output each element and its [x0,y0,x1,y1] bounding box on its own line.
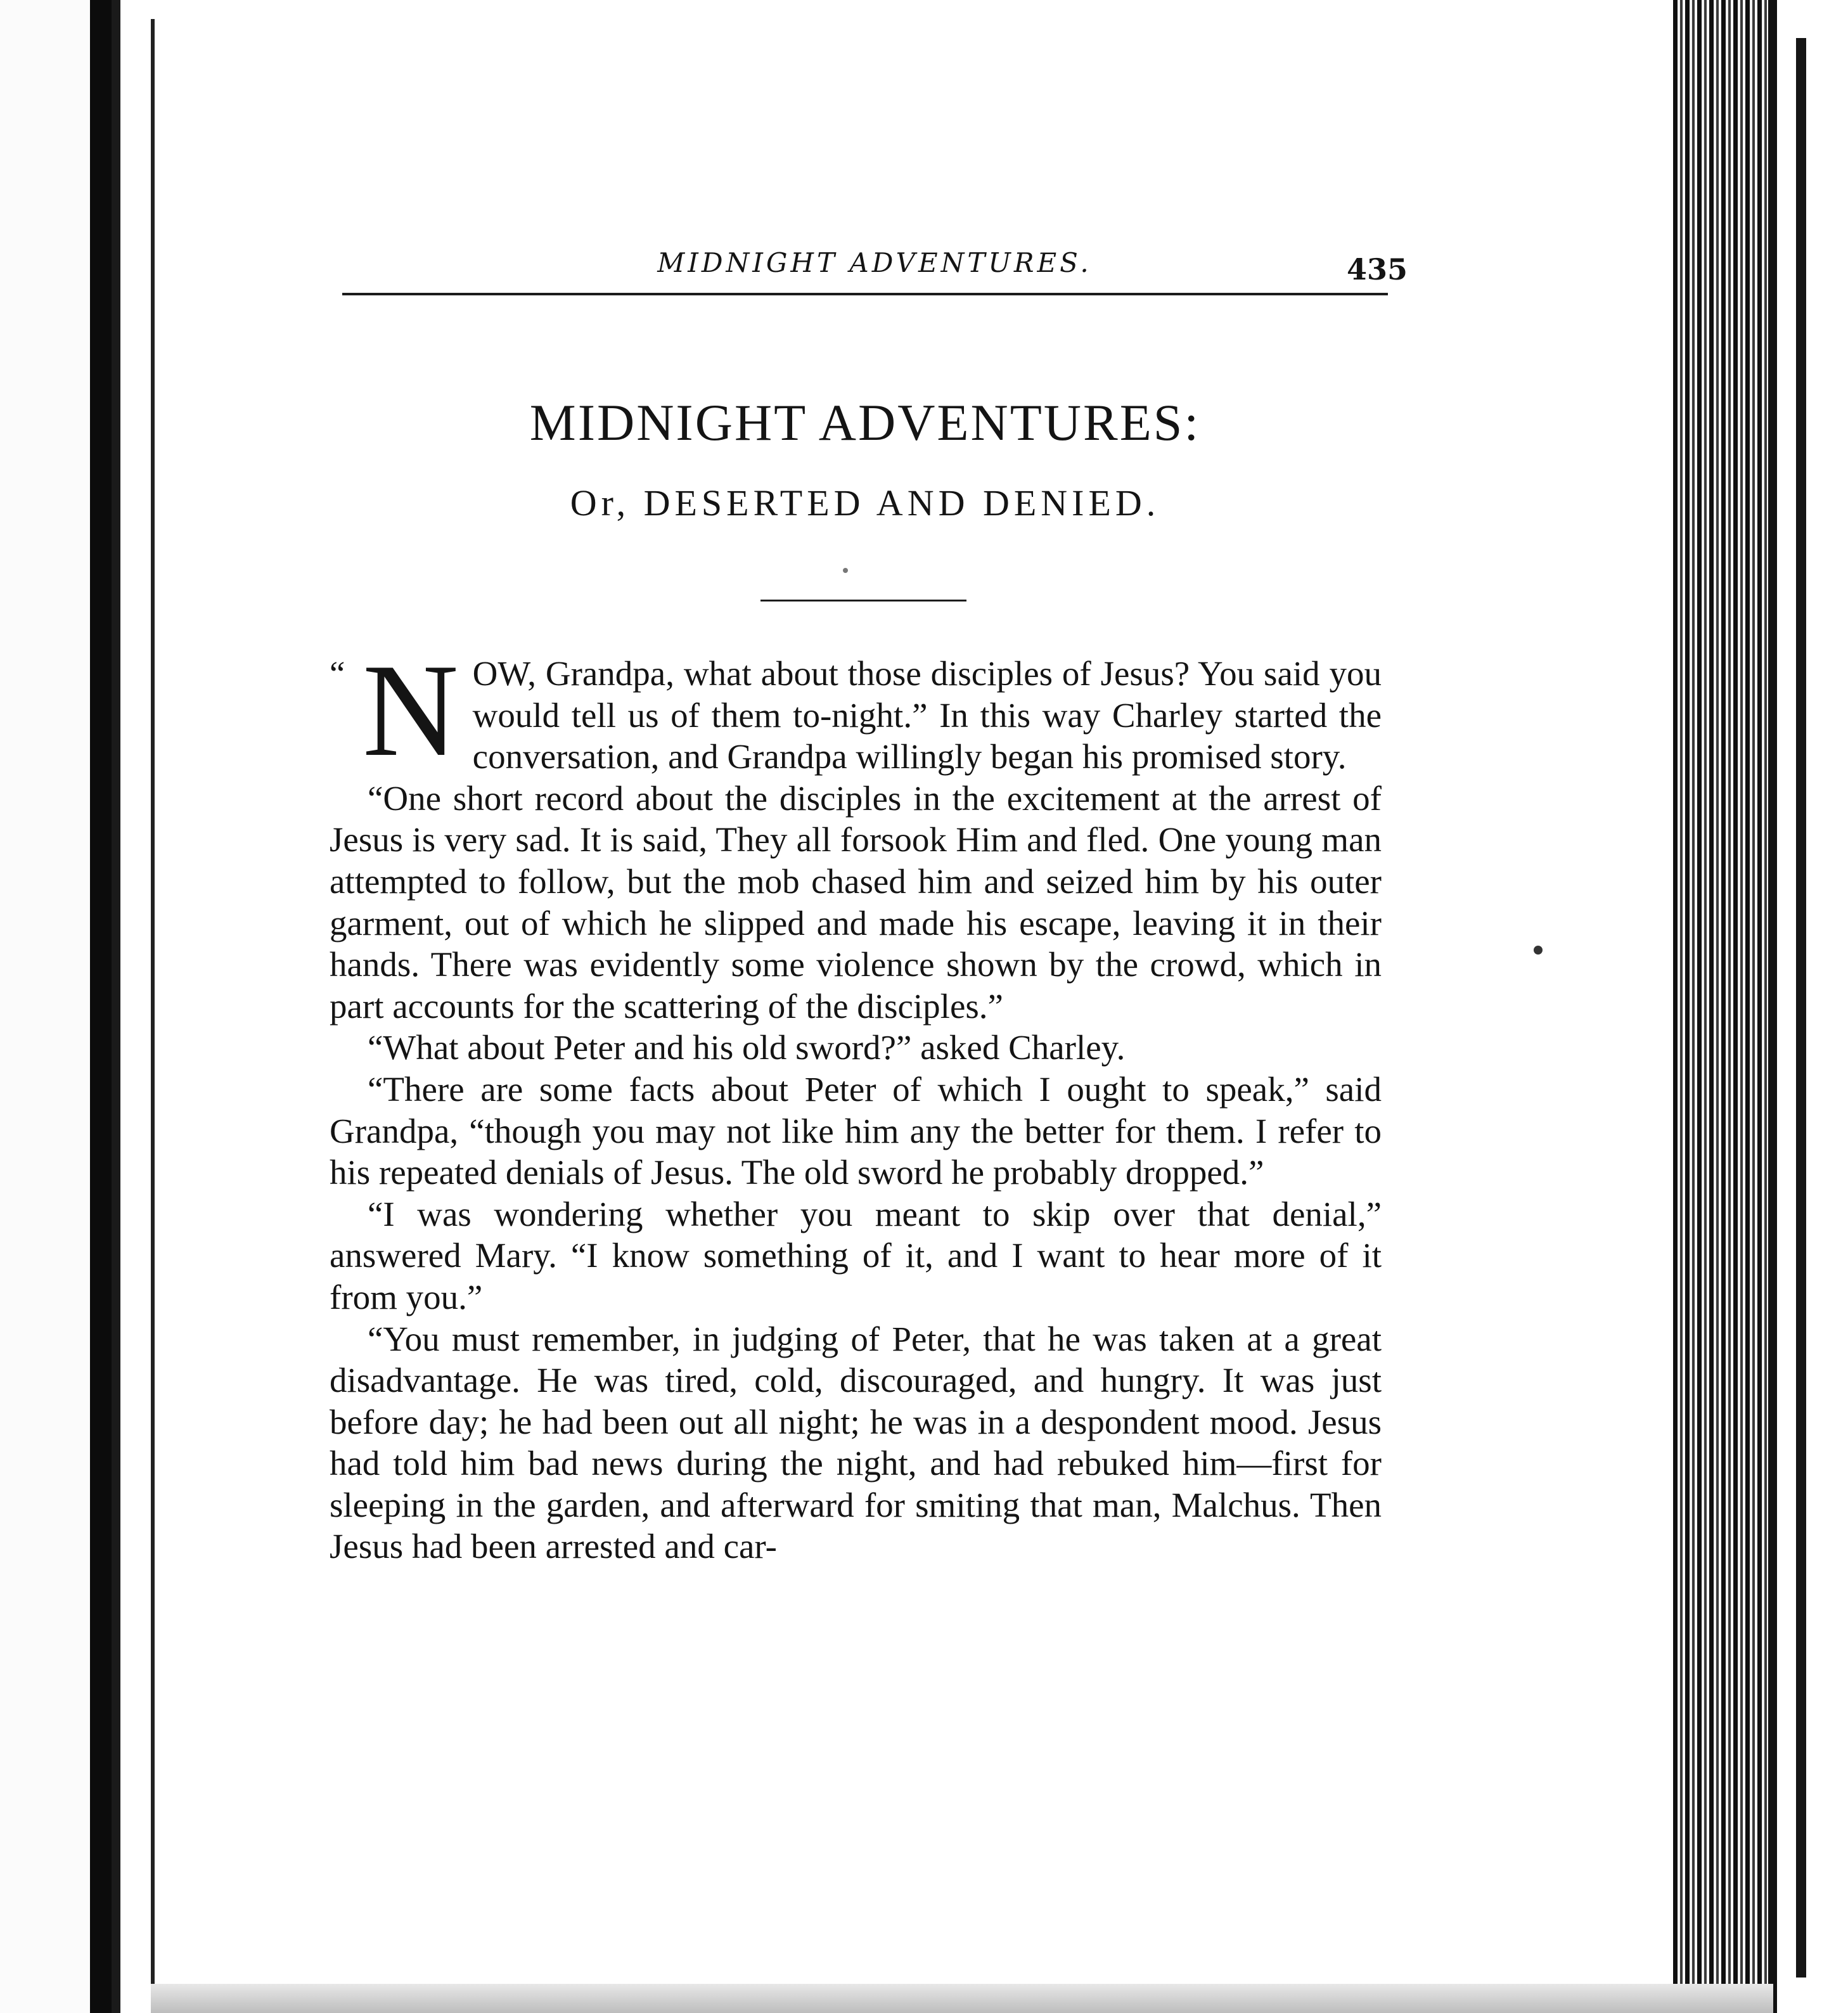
paragraph-4: “There are some facts about Peter of which I ought to speak,” said Grandpa, “though you may not like him any the better for them. I refer to his repeated denials of Jesus. The old sword he probably dropped.” [330,1069,1382,1192]
scan-speck [1534,946,1543,955]
page-number: 435 [1347,252,1408,286]
page-block-edges [1673,0,1768,2013]
title-divider-rule [760,600,966,601]
book-gutter [112,0,120,2013]
paragraph-text: OW, Grandpa, what about those disciples of Jesus? You said you would tell us of them to-night.” In this way Charley started the conversation, and Grandpa willingly began his promised story. [472,654,1382,776]
body-text [330,637,1382,1567]
header-rule [342,293,1388,295]
running-head-title: MIDNIGHT ADVENTURES. [657,247,1092,278]
paragraph-6: “You must remember, in judging of Peter, that he was taken at a great disadvantage. He was tired, cold, discouraged, and hungry. It was just before day; he had been out all night; he was in a despondent mood. Jesus had told him bad news during the night, and had rebuked him—first for sleeping in the garden, and afterward for smiting that man, Malchus. Then Jesus had been arrested and car- [330,1319,1382,1566]
paragraph-3: “What about Peter and his old sword?” asked Charley. [368,1028,1126,1067]
paragraph-5: “I was wondering whether you meant to skip over that denial,” answered Mary. “I know something of it, and I want to hear more of it from you.” [330,1194,1382,1316]
book-cover-edge [1768,0,1848,2013]
facing-page-edge [0,0,120,2013]
scan-speck [843,568,848,573]
page-bottom-shadow [151,1984,1773,2013]
opening-quote: “ [330,654,345,693]
paragraph-1 [330,637,1382,784]
drop-cap: N [363,637,459,784]
chapter-title: MIDNIGHT ADVENTURES: [529,394,1201,451]
chapter-subtitle: Or, DESERTED AND DENIED. [570,482,1160,524]
paragraph-2: “One short record about the disciples in the excitement at the arrest of Jesus is very sad. It is said, They all forsook Him and fled. One young man attempted to follow, but the mob chased him and seized him by his outer garment, out of which he slipped and made his escape, leaving it in their hands. There was evidently some violence shown by the crowd, which in part accounts for the scattering of the disciples.” [330,778,1382,1026]
